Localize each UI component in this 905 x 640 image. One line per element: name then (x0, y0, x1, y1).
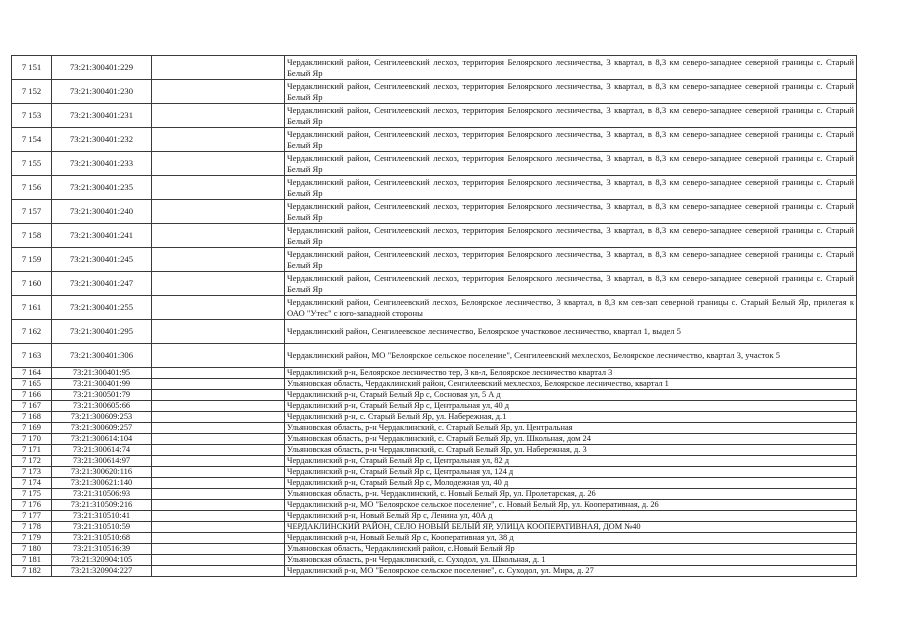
address-cell: Чердаклинский р-н, Старый Белый Яр с, Сосновая ул, 5 А д (285, 390, 857, 401)
table-row (12, 200, 857, 224)
empty-cell (152, 200, 285, 224)
address-cell: Чердаклинский р-н, Белоярское лесничество тер, 3 кв-л, Белоярское лесничество квартал 3 (285, 368, 857, 379)
table-row (12, 412, 857, 423)
row-number-cell: 7 180 (12, 544, 52, 555)
empty-cell (152, 56, 285, 80)
address-cell: Чердаклинский р-н, Старый Белый Яр с, Центральная ул, 40 д (285, 401, 857, 412)
table-row (12, 56, 857, 80)
table-row (12, 544, 857, 555)
table-row (12, 128, 857, 152)
empty-cell (152, 500, 285, 511)
empty-cell (152, 412, 285, 423)
address-cell: Чердаклинский район, Сенгилеевский лесхоз, территория Белоярского лесничества, 3 квартал, в 8,3 км северо-западнее северной границы с. Старый Белый Яр (285, 224, 857, 248)
table-row (12, 500, 857, 511)
row-number-cell: 7 177 (12, 511, 52, 522)
address-cell: Чердаклинский район, Сенгилеевский лесхоз, территория Белоярского лесничества, 3 квартал, в 8,3 км северо-западнее северной границы с. Старый Белый Яр (285, 272, 857, 296)
row-number-cell: 7 158 (12, 224, 52, 248)
row-number-cell: 7 162 (12, 320, 52, 344)
empty-cell (152, 544, 285, 555)
empty-cell (152, 434, 285, 445)
address-cell: ЧЕРДАКЛИНСКИЙ РАЙОН, СЕЛО НОВЫЙ БЕЛЫЙ ЯР, УЛИЦА КООПЕРАТИВНАЯ, ДОМ №40 (285, 522, 857, 533)
row-number-cell: 7 155 (12, 152, 52, 176)
empty-cell (152, 445, 285, 456)
empty-cell (152, 368, 285, 379)
table-row (12, 401, 857, 412)
address-cell: Чердаклинский район, Сенгилеевское лесничество, Белоярское участковое лесничество, квартал 1, выдел 5 (285, 320, 857, 344)
row-number-cell: 7 182 (12, 566, 52, 577)
table-row (12, 224, 857, 248)
empty-cell (152, 272, 285, 296)
empty-cell (152, 566, 285, 577)
cadastral-number-cell: 73:21:310516:39 (52, 544, 152, 555)
row-number-cell: 7 174 (12, 478, 52, 489)
row-number-cell: 7 164 (12, 368, 52, 379)
empty-cell (152, 176, 285, 200)
address-cell: Чердаклинский район, МО "Белоярское сельское поселение", Сенгилеевский мехлесхоз, Белоярское лесничество, квартал 3, участок 5 (285, 344, 857, 368)
address-cell: Чердаклинский р-н, МО "Белоярское сельское поселение", с. Новый Белый Яр, ул. Кооперативная, д. 26 (285, 500, 857, 511)
row-number-cell: 7 168 (12, 412, 52, 423)
table-row (12, 566, 857, 577)
table-row (12, 423, 857, 434)
cadastral-number-cell: 73:21:320904:227 (52, 566, 152, 577)
table-row (12, 533, 857, 544)
empty-cell (152, 522, 285, 533)
cadastral-number-cell: 73:21:300401:245 (52, 248, 152, 272)
address-cell: Чердаклинский район, Сенгилеевский лесхоз, территория Белоярского лесничества, 3 квартал, в 8,3 км северо-западнее северной границы с. Старый Белый Яр (285, 200, 857, 224)
row-number-cell: 7 151 (12, 56, 52, 80)
cadastral-number-cell: 73:21:300401:230 (52, 80, 152, 104)
table-row (12, 489, 857, 500)
table-row (12, 511, 857, 522)
row-number-cell: 7 154 (12, 128, 52, 152)
address-cell: Чердаклинский район, Сенгилеевский лесхоз, территория Белоярского лесничества, 3 квартал, в 8,3 км северо-западнее северной границы с. Старый Белый Яр (285, 56, 857, 80)
row-number-cell: 7 163 (12, 344, 52, 368)
empty-cell (152, 344, 285, 368)
cadastral-table-body (12, 56, 857, 577)
row-number-cell: 7 176 (12, 500, 52, 511)
row-number-cell: 7 160 (12, 272, 52, 296)
row-number-cell: 7 171 (12, 445, 52, 456)
cadastral-number-cell: 73:21:300401:247 (52, 272, 152, 296)
row-number-cell: 7 157 (12, 200, 52, 224)
cadastral-number-cell: 73:21:300609:257 (52, 423, 152, 434)
row-number-cell: 7 175 (12, 489, 52, 500)
cadastral-number-cell: 73:21:300401:241 (52, 224, 152, 248)
cadastral-number-cell: 73:21:300401:95 (52, 368, 152, 379)
address-cell: Ульяновская область, р-н Чердаклинский, с. Старый Белый Яр, ул. Школьная, дом 24 (285, 434, 857, 445)
address-cell: Чердаклинский р-н, Старый Белый Яр с, Молодежная ул, 40 д (285, 478, 857, 489)
cadastral-number-cell: 73:21:310510:41 (52, 511, 152, 522)
address-cell: Чердаклинский район, Сенгилеевский лесхоз, территория Белоярского лесничества, 3 квартал, в 8,3 км северо-западнее северной границы с. Старый Белый Яр (285, 104, 857, 128)
address-cell: Ульяновская область, р-н. Чердаклинский, с. Новый Белый Яр, ул. Пролетарская, д. 26 (285, 489, 857, 500)
table-row (12, 445, 857, 456)
empty-cell (152, 533, 285, 544)
empty-cell (152, 478, 285, 489)
cadastral-number-cell: 73:21:300401:295 (52, 320, 152, 344)
table-row (12, 296, 857, 320)
cadastral-number-cell: 73:21:300401:232 (52, 128, 152, 152)
empty-cell (152, 555, 285, 566)
table-row (12, 456, 857, 467)
empty-cell (152, 224, 285, 248)
address-cell: Чердаклинский р-н, с. Старый Белый Яр, ул. Набережная, д.1 (285, 412, 857, 423)
empty-cell (152, 423, 285, 434)
row-number-cell: 7 152 (12, 80, 52, 104)
address-cell: Чердаклинский р-н, МО "Белоярское сельское поселение", с. Суходол, ул. Мира, д. 27 (285, 566, 857, 577)
row-number-cell: 7 181 (12, 555, 52, 566)
address-cell: Ульяновская область, р-н Чердаклинский, с. Старый Белый Яр, ул. Центральная (285, 423, 857, 434)
cadastral-number-cell: 73:21:300401:233 (52, 152, 152, 176)
cadastral-number-cell: 73:21:300401:229 (52, 56, 152, 80)
address-cell: Чердаклинский район, Сенгилеевский лесхоз, территория Белоярского лесничества, 3 квартал, в 8,3 км северо-западнее северной границы с. Старый Белый Яр (285, 80, 857, 104)
row-number-cell: 7 161 (12, 296, 52, 320)
empty-cell (152, 296, 285, 320)
cadastral-number-cell: 73:21:310510:59 (52, 522, 152, 533)
empty-cell (152, 320, 285, 344)
empty-cell (152, 401, 285, 412)
cadastral-number-cell: 73:21:310509:216 (52, 500, 152, 511)
cadastral-number-cell: 73:21:300605:66 (52, 401, 152, 412)
table-row (12, 80, 857, 104)
cadastral-number-cell: 73:21:300621:140 (52, 478, 152, 489)
address-cell: Чердаклинский район, Сенгилеевский лесхоз, территория Белоярского лесничества, 3 квартал, в 8,3 км северо-западнее северной границы с. Старый Белый Яр (285, 248, 857, 272)
row-number-cell: 7 173 (12, 467, 52, 478)
cadastral-number-cell: 73:21:300401:231 (52, 104, 152, 128)
empty-cell (152, 104, 285, 128)
row-number-cell: 7 159 (12, 248, 52, 272)
address-cell: Чердаклинский р-н, Старый Белый Яр с, Центральная ул, 82 д (285, 456, 857, 467)
address-cell: Чердаклинский район, Сенгилеевский лесхоз, территория Белоярского лесничества, 3 квартал, в 8,3 км северо-западнее северной границы с. Старый Белый Яр (285, 176, 857, 200)
table-row (12, 390, 857, 401)
address-cell: Чердаклинский р-н, Старый Белый Яр с, Центральная ул, 124 д (285, 467, 857, 478)
empty-cell (152, 390, 285, 401)
cadastral-number-cell: 73:21:300614:74 (52, 445, 152, 456)
cadastral-number-cell: 73:21:300401:240 (52, 200, 152, 224)
empty-cell (152, 379, 285, 390)
cadastral-number-cell: 73:21:300614:97 (52, 456, 152, 467)
empty-cell (152, 456, 285, 467)
address-cell: Ульяновская область, Чердаклинский район, Сенгилеевский мехлесхоз, Белоярское лесничество, квартал 1 (285, 379, 857, 390)
cadastral-number-cell: 73:21:300501:79 (52, 390, 152, 401)
empty-cell (152, 152, 285, 176)
table-row (12, 104, 857, 128)
cadastral-number-cell: 73:21:300620:116 (52, 467, 152, 478)
table-row (12, 248, 857, 272)
empty-cell (152, 128, 285, 152)
table-row (12, 176, 857, 200)
table-row (12, 555, 857, 566)
cadastral-number-cell: 73:21:300609:253 (52, 412, 152, 423)
empty-cell (152, 248, 285, 272)
table-row (12, 478, 857, 489)
cadastral-number-cell: 73:21:320904:105 (52, 555, 152, 566)
cadastral-table (11, 55, 857, 577)
row-number-cell: 7 178 (12, 522, 52, 533)
row-number-cell: 7 166 (12, 390, 52, 401)
cadastral-number-cell: 73:21:300401:255 (52, 296, 152, 320)
cadastral-number-cell: 73:21:300614:104 (52, 434, 152, 445)
row-number-cell: 7 179 (12, 533, 52, 544)
address-cell: Ульяновская область, р-н Чердаклинский, с. Суходол, ул. Школьная, д. 1 (285, 555, 857, 566)
empty-cell (152, 467, 285, 478)
table-row (12, 368, 857, 379)
table-row (12, 467, 857, 478)
table-row (12, 344, 857, 368)
address-cell: Чердаклинский район, Сенгилеевский лесхоз, территория Белоярского лесничества, 3 квартал, в 8,3 км северо-западнее северной границы с. Старый Белый Яр (285, 152, 857, 176)
table-row (12, 434, 857, 445)
cadastral-number-cell: 73:21:310510:68 (52, 533, 152, 544)
empty-cell (152, 511, 285, 522)
table-row (12, 522, 857, 533)
cadastral-number-cell: 73:21:300401:306 (52, 344, 152, 368)
row-number-cell: 7 170 (12, 434, 52, 445)
row-number-cell: 7 165 (12, 379, 52, 390)
empty-cell (152, 489, 285, 500)
address-cell: Ульяновская область, Чердаклинский район, с.Новый Белый Яр (285, 544, 857, 555)
address-cell: Чердаклинский район, Сенгилеевский лесхоз, территория Белоярского лесничества, 3 квартал, в 8,3 км северо-западнее северной границы с. Старый Белый Яр (285, 128, 857, 152)
row-number-cell: 7 153 (12, 104, 52, 128)
row-number-cell: 7 156 (12, 176, 52, 200)
row-number-cell: 7 169 (12, 423, 52, 434)
table-row (12, 272, 857, 296)
address-cell: Ульяновская область, р-н Чердаклинский, с. Старый Белый Яр, ул. Набережная, д. 3 (285, 445, 857, 456)
empty-cell (152, 80, 285, 104)
row-number-cell: 7 172 (12, 456, 52, 467)
table-row (12, 152, 857, 176)
cadastral-number-cell: 73:21:300401:235 (52, 176, 152, 200)
address-cell: Чердаклинский район, Сенгилеевский лесхоз, Белоярское лесничество, 3 квартал, в 8,3 км сев-зап северной границы с. Старый Белый Яр, прилегая к ОАО "Утес" с юго-западной стороны (285, 296, 857, 320)
address-cell: Чердаклинский р-н, Новый Белый Яр с, Ленина ул, 40А д (285, 511, 857, 522)
table-row (12, 379, 857, 390)
table-row (12, 320, 857, 344)
row-number-cell: 7 167 (12, 401, 52, 412)
cadastral-number-cell: 73:21:300401:99 (52, 379, 152, 390)
cadastral-number-cell: 73:21:310506:93 (52, 489, 152, 500)
address-cell: Чердаклинский р-н, Новый Белый Яр с, Кооперативная ул, 38 д (285, 533, 857, 544)
